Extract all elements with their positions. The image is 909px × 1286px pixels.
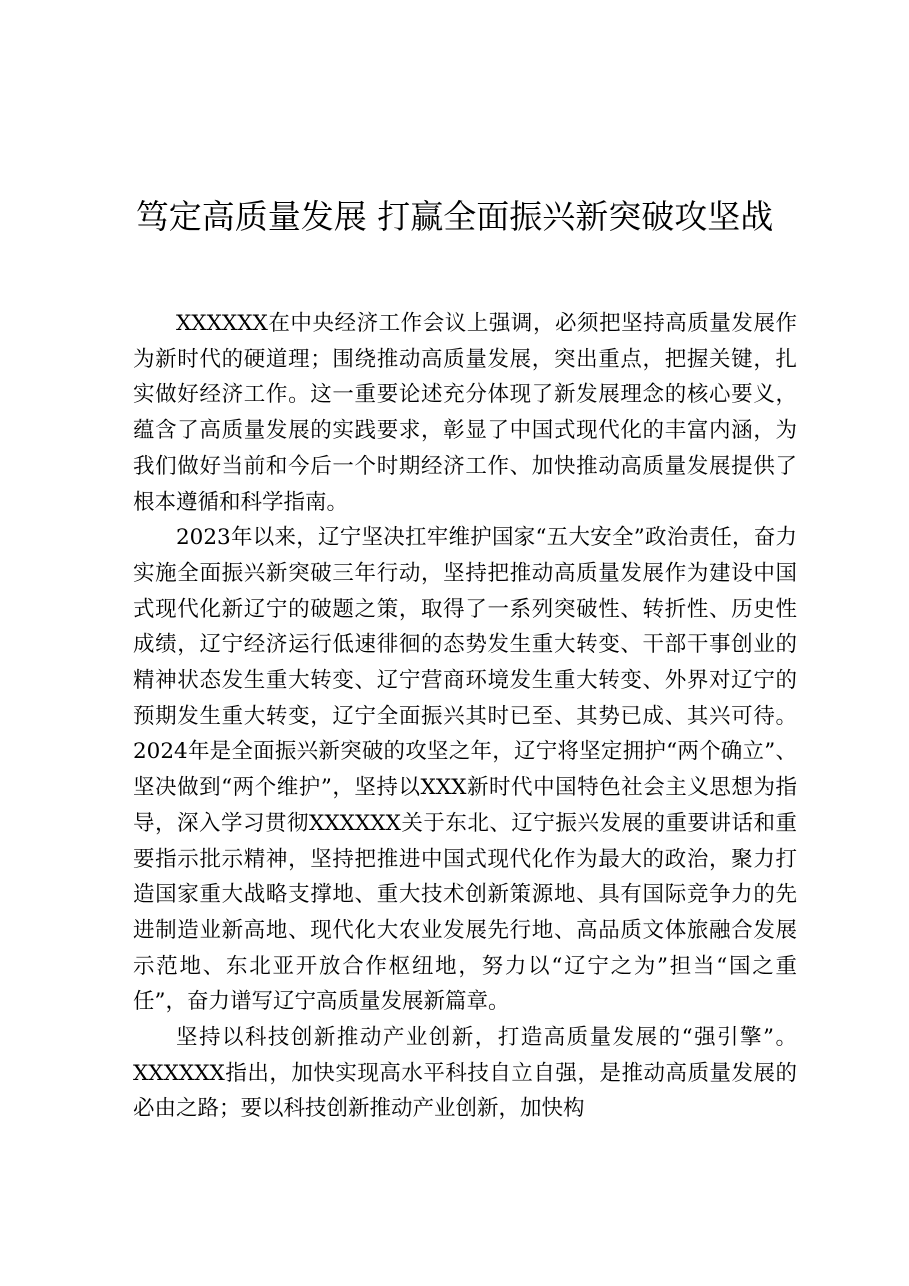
document-body xyxy=(133,306,797,1127)
paragraph: XXXXXX在中央经济工作会议上强调，必须把坚持高质量发展作为新时代的硬道理；围绕推动高质量发展，突出重点，把握关键，扎实做好经济工作。这一重要论述充分体现了新发展理念的核心要义，蕴含了高质量发展的实践要求，彰显了中国式现代化的丰富内涵，为我们做好当前和今后一个时期经济工作、加快推动高质量发展提供了根本遵循和科学指南。 xyxy=(133,311,797,515)
document-title: 笃定高质量发展 打赢全面振兴新突破攻坚战 xyxy=(135,197,774,236)
paragraph: 2023年以来，辽宁坚决扛牢维护国家“五大安全”政治责任，奋力实施全面振兴新突破三年行动，坚持把推动高质量发展作为建设中国式现代化新辽宁的破题之策，取得了一系列突破性、转折性、历史性成绩，辽宁经济运行低速徘徊的态势发生重大转变、干部干事创业的精神状态发生重大转变、辽宁营商环境发生重大转变、外界对辽宁的预期发生重大转变，辽宁全面振兴其时已至、其势已成、其兴可待。2024年是全面振兴新突破的攻坚之年，辽宁将坚定拥护“两个确立”、坚决做到“两个维护”，坚持以XXX新时代中国特色社会主义思想为指导，深入学习贯彻XXXXXX关于东北、辽宁振兴发展的重要讲话和重要指示批示精神，坚持把推进中国式现代化作为最大的政治，聚力打造国家重大战略支撑地、重大技术创新策源地、具有国际竞争力的先进制造业新高地、现代化大农业发展先行地、高品质文体旅融合发展示范地、东北亚开放合作枢纽地，努力以“辽宁之为”担当“国之重任”，奋力谱写辽宁高质量发展新篇章。 xyxy=(133,525,797,1015)
paragraph: 坚持以科技创新推动产业创新，打造高质量发展的“强引擎”。XXXXXX指出，加快实现高水平科技自立自强，是推动高质量发展的必由之路；要以科技创新推动产业创新，加快构 xyxy=(133,1025,797,1122)
